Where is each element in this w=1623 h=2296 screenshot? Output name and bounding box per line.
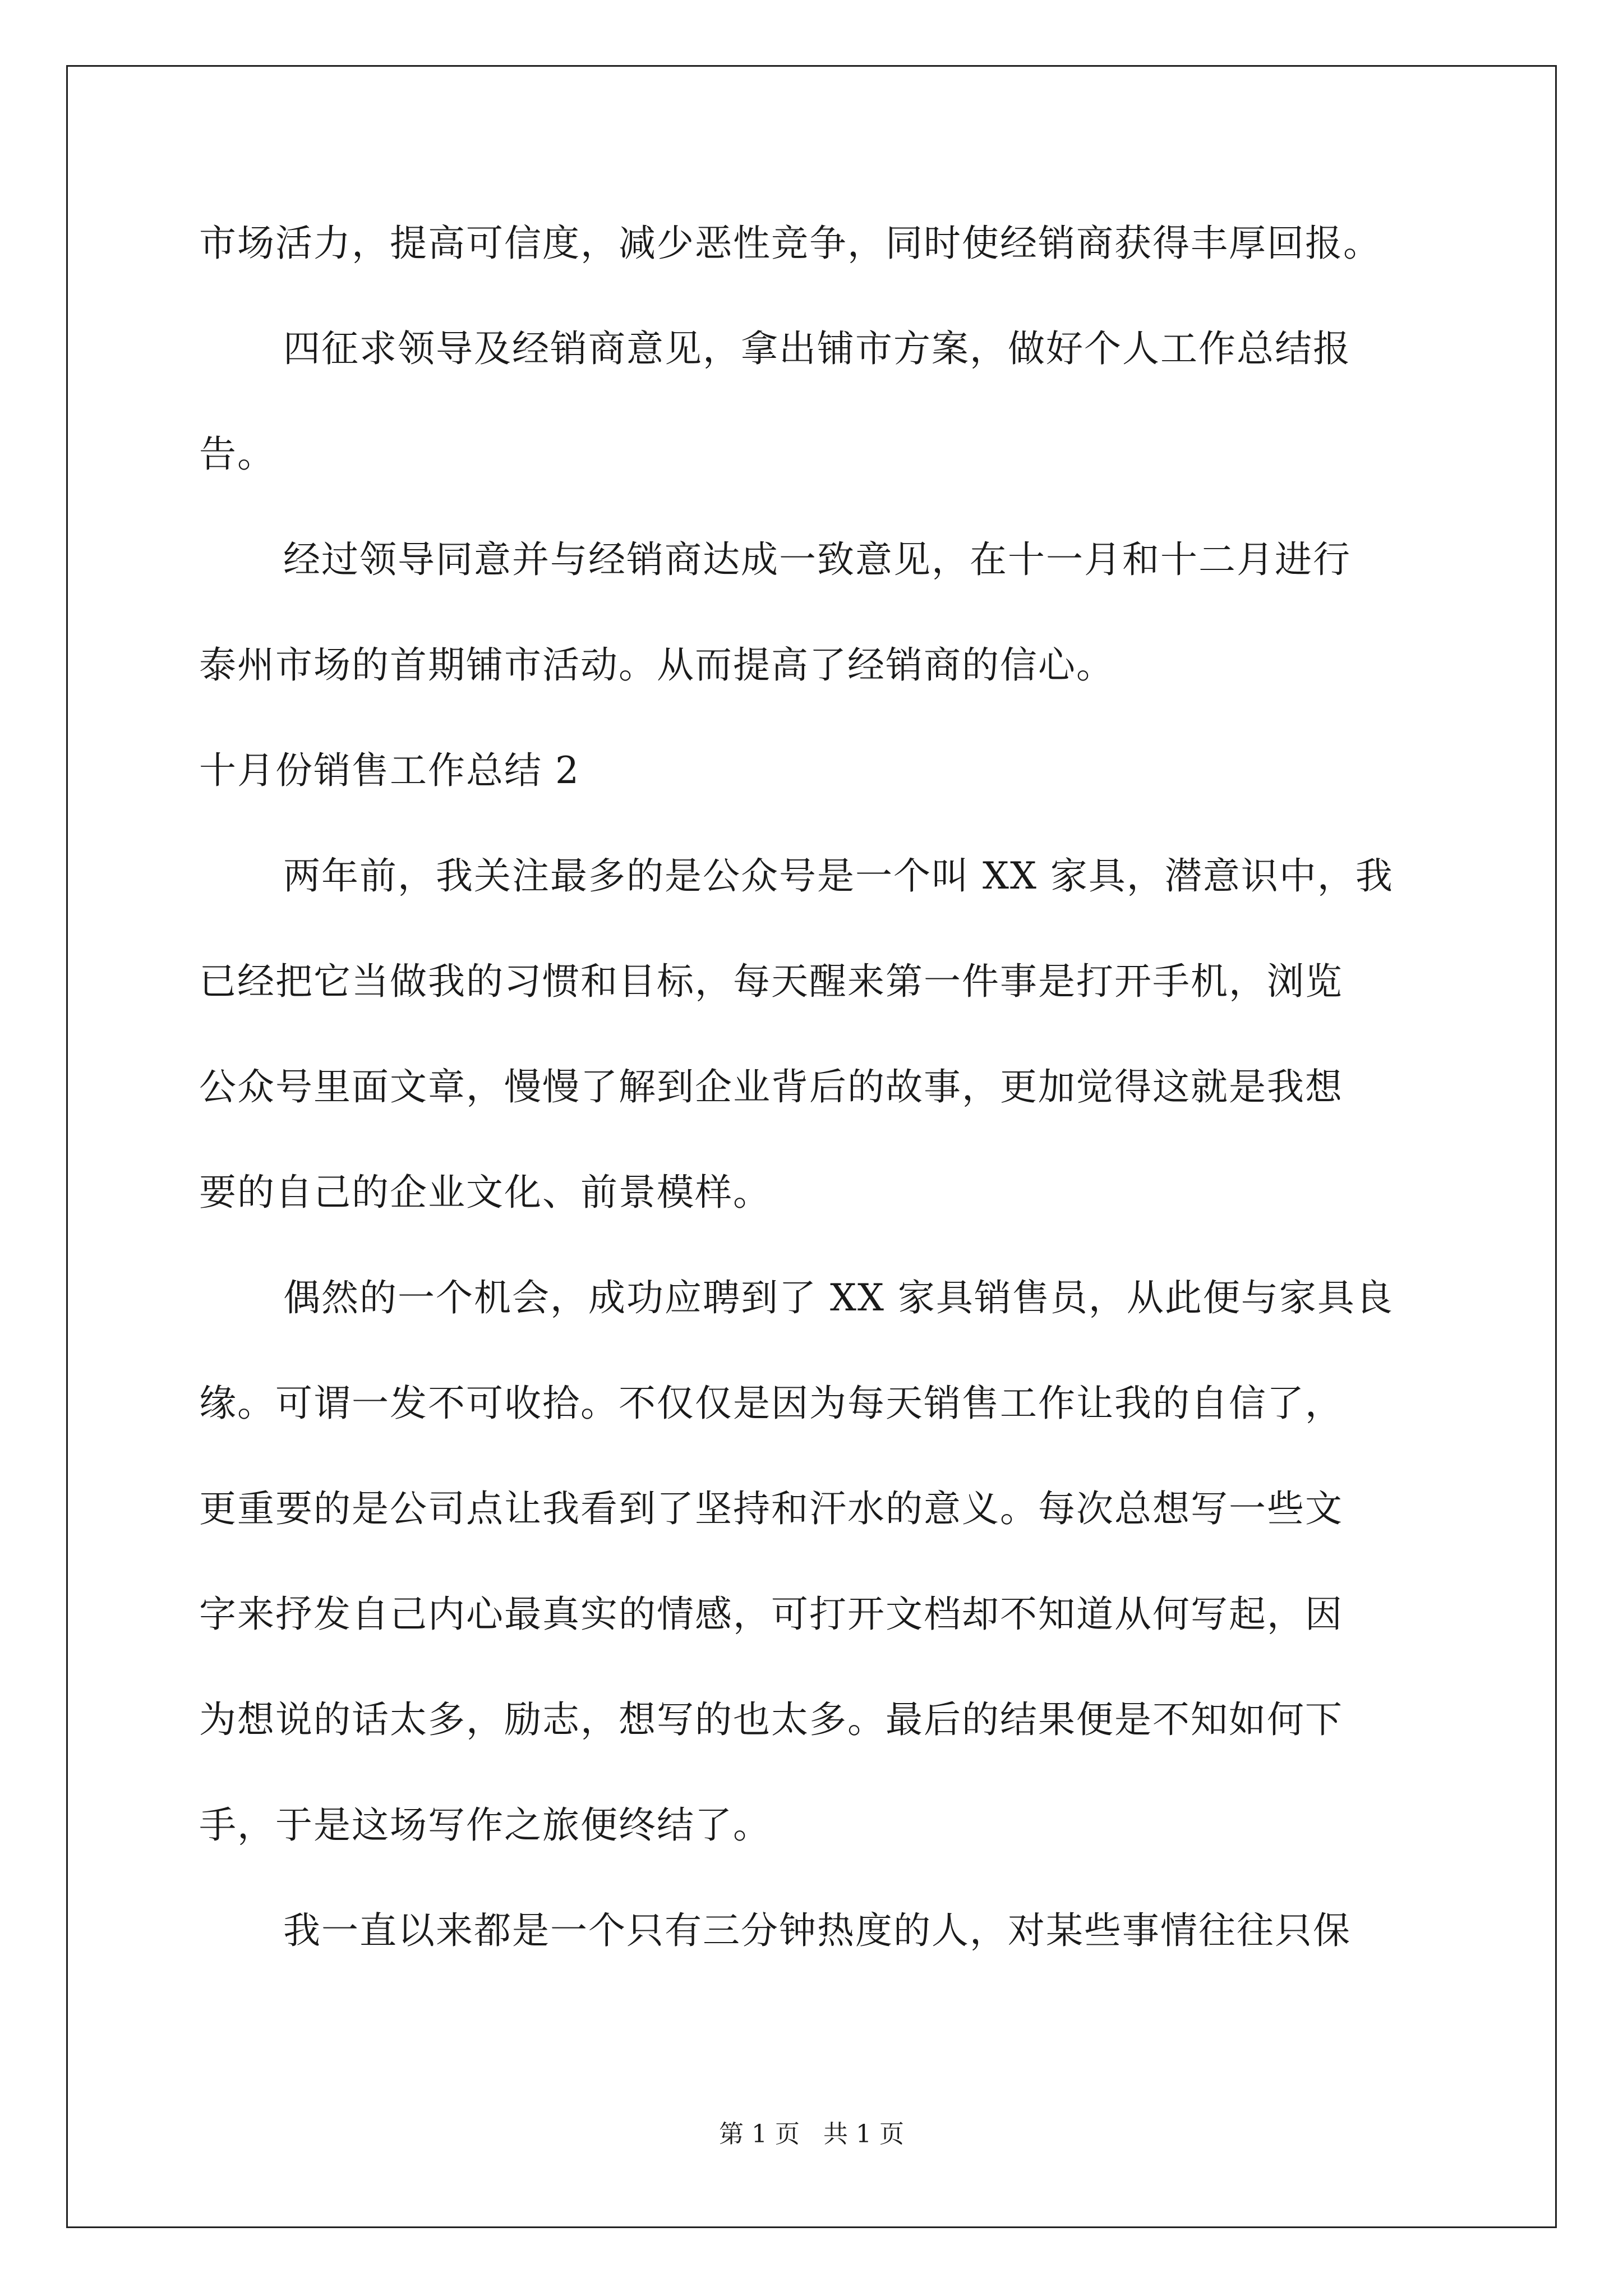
text-line: 偶然的一个机会，成功应聘到了 XX 家具销售员，从此便与家具良	[283, 1276, 1394, 1319]
text-line: 市场活力，提高可信度，减少恶性竞争，同时使经销商获得丰厚回报。	[199, 222, 1381, 265]
text-line: 经过领导同意并与经销商达成一致意见，在十一月和十二月进行	[283, 538, 1351, 581]
text-line: 我一直以来都是一个只有三分钟热度的人，对某些事情往往只保	[283, 1909, 1351, 1952]
section-heading: 十月份销售工作总结 2	[199, 749, 580, 792]
text-line: 缘。可谓一发不可收拾。不仅仅是因为每天销售工作让我的自信了，	[199, 1382, 1343, 1425]
text-line: 两年前，我关注最多的是公众号是一个叫 XX 家具，潜意识中，我	[283, 854, 1394, 898]
text-line: 手，于是这场写作之旅便终结了。	[199, 1803, 771, 1847]
document-body	[199, 191, 1427, 1984]
text-line: 更重要的是公司点让我看到了坚持和汗水的意义。每次总想写一些文	[199, 1487, 1343, 1530]
text-line: 已经把它当做我的习惯和目标，每天醒来第一件事是打开手机，浏览	[199, 960, 1343, 1003]
text-line: 字来抒发自己内心最真实的情感，可打开文档却不知道从何写起，因	[199, 1593, 1343, 1636]
text-line: 为想说的话太多，励志，想写的也太多。最后的结果便是不知如何下	[199, 1698, 1343, 1741]
text-line: 告。	[199, 432, 275, 476]
text-line: 泰州市场的首期铺市活动。从而提高了经销商的信心。	[199, 643, 1114, 687]
text-line: 公众号里面文章，慢慢了解到企业背后的故事，更加觉得这就是我想	[199, 1065, 1343, 1108]
page-number-footer: 第 1 页 共 1 页	[719, 2120, 904, 2148]
text-line: 要的自己的企业文化、前景模样。	[199, 1171, 771, 1214]
text-line: 四征求领导及经销商意见，拿出铺市方案，做好个人工作总结报	[283, 327, 1351, 370]
